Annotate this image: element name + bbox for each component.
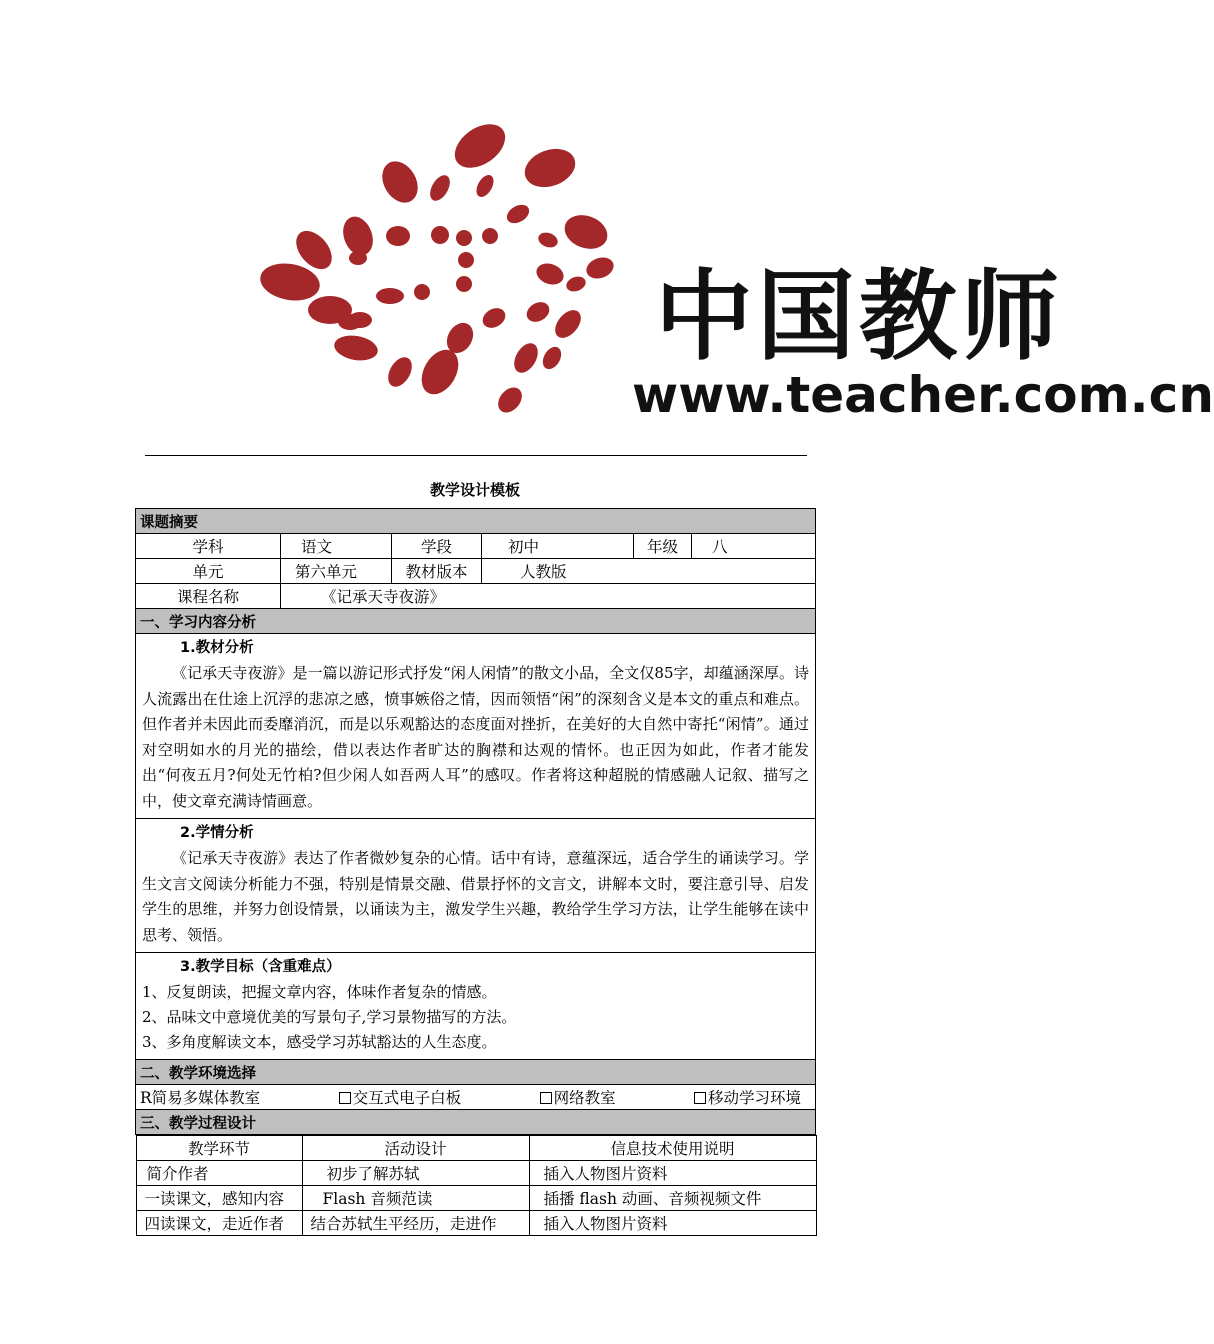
logo-petal (473, 172, 497, 200)
course-label: 课程名称 (136, 584, 281, 609)
section-summary-header: 课题摘要 (136, 509, 816, 534)
logo-petal (493, 383, 526, 417)
logo-spiral-icon (250, 110, 650, 430)
checkbox-icon (694, 1092, 706, 1104)
subject-label: 学科 (136, 534, 281, 559)
logo-petal (539, 344, 565, 373)
column-header: 信息技术使用说明 (529, 1136, 816, 1161)
student-analysis-text: 《记承天寺夜游》表达了作者微妙复杂的心情。话中有诗，意蕴深远，适合学生的诵读学习。学生文言文阅读分析能力不强，特别是情景交融、借景抒怀的文言文，讲解本文时，要注意引导、启发学生的思维，并努力创设情景，以诵读为主，激发学生兴趣，教给学生学习方法，让学生能够在读中思考、领悟。 (142, 849, 810, 944)
goal-item: 1、反复朗读，把握文章内容，体味作者复杂的情感。 (142, 983, 497, 1001)
logo-petal (504, 201, 533, 227)
logo-petal (375, 155, 425, 209)
checked-mark-icon: R (140, 1089, 152, 1107)
logo-petal (482, 228, 498, 244)
logo-petal (456, 276, 472, 292)
section-content-analysis-header: 一、学习内容分析 (136, 609, 816, 634)
stage-value: 初中 (482, 534, 634, 559)
document-title: 教学设计模板 (429, 481, 520, 499)
goal-item: 2、品味文中意境优美的写景句子,学习景物描写的方法。 (142, 1008, 517, 1026)
grade-label: 年级 (634, 534, 692, 559)
logo-petal (564, 274, 588, 294)
logo-petal (386, 226, 410, 246)
column-header: 活动设计 (302, 1136, 529, 1161)
column-header: 教学环节 (136, 1136, 302, 1161)
logo-petal (509, 339, 542, 377)
unit-value: 第六单元 (281, 559, 392, 584)
logo-petal (560, 209, 612, 254)
environment-options (136, 1085, 816, 1110)
stage-label: 学段 (392, 534, 482, 559)
edition-label: 教材版本 (392, 559, 482, 584)
logo-petal (383, 353, 416, 391)
process-header-row (136, 1136, 816, 1161)
logo-petal (431, 226, 449, 244)
subject-value: 语文 (281, 534, 392, 559)
logo-petal (426, 172, 454, 204)
edition-value: 人教版 (482, 559, 816, 584)
summary-row-2 (136, 559, 816, 584)
process-table (136, 1135, 817, 1236)
textbook-analysis-title: 1.教材分析 (180, 640, 254, 656)
logo-petal (332, 332, 379, 363)
course-value: 《记承天寺夜游》 (281, 584, 816, 609)
logo-petal (349, 251, 367, 265)
env-option-network[interactable]: 网络教室 (540, 1086, 616, 1108)
summary-row-1 (136, 534, 816, 559)
env-option-mobile[interactable]: 移动学习环境 (694, 1086, 801, 1108)
logo-petal (456, 230, 472, 246)
logo-petal (583, 254, 616, 282)
logo-petal (376, 288, 404, 304)
table-row: 四读课文，走近作者 结合苏轼生平经历，走进作 插入人物图片资料 (136, 1211, 816, 1236)
textbook-analysis-block (136, 634, 816, 819)
table-row: 简介作者 初步了解苏轼 插入人物图片资料 (136, 1161, 816, 1186)
teaching-goals-block (136, 953, 816, 1060)
table-row: 一读课文，感知内容 Flash 音频范读 插播 flash 动画、音频视频文件 (136, 1186, 816, 1211)
env-option-whiteboard[interactable]: 交互式电子白板 (339, 1086, 462, 1108)
teaching-goals-title: 3.教学目标（含重难点） (180, 959, 341, 975)
textbook-analysis-text: 《记承天寺夜游》是一篇以游记形式抒发“闲人闲情”的散文小品，全文仅85字，却蕴涵深厚。诗人流露出在仕途上沉浮的悲凉之感，愤事嫉俗之情，因而领悟“闲”的深刻含义是本文的重点和难点。但作者并未因此而委靡消沉，而是以乐观豁达的态度面对挫折，在美好的大自然中寄托“闲情”。通过对空明如水的月光的描绘，借以表达作者旷达的胸襟和达观的情怀。也正因为如此，作者才能发出“何夜五月?何处无竹柏?但少闲人如吾两人耳”的感叹。作者将这种超脱的情感融人记叙、描写之中，使文章充满诗情画意。 (142, 664, 810, 810)
logo-petal (519, 142, 580, 194)
env-option-multimedia[interactable]: R简易多媒体教室 (140, 1089, 261, 1107)
unit-label: 单元 (136, 559, 281, 584)
lesson-plan-table (135, 508, 816, 1236)
logo-petal (533, 260, 566, 288)
header-divider (145, 455, 807, 456)
logo-petal (550, 305, 586, 342)
logo-petal (479, 304, 509, 332)
logo-petal (536, 230, 560, 250)
logo-petal (338, 314, 362, 330)
logo-name: 中国教师 (655, 260, 1064, 374)
student-analysis-block (136, 819, 816, 953)
checkbox-icon (339, 1092, 351, 1104)
section-process-header: 三、教学过程设计 (136, 1110, 816, 1135)
process-table-wrapper (136, 1135, 816, 1237)
student-analysis-title: 2.学情分析 (180, 825, 254, 841)
logo-petal (458, 252, 474, 268)
section-environment-header: 二、教学环境选择 (136, 1060, 816, 1085)
logo-petal (414, 284, 430, 300)
logo-petal (523, 298, 553, 326)
checkbox-icon (540, 1092, 552, 1104)
goal-item: 3、多角度解读文本，感受学习苏轼豁达的人生态度。 (142, 1033, 497, 1051)
summary-row-3 (136, 584, 816, 609)
logo-url: www.teacher.com.cn (632, 366, 1214, 424)
logo-petal (447, 115, 514, 177)
grade-value: 八 (692, 534, 816, 559)
